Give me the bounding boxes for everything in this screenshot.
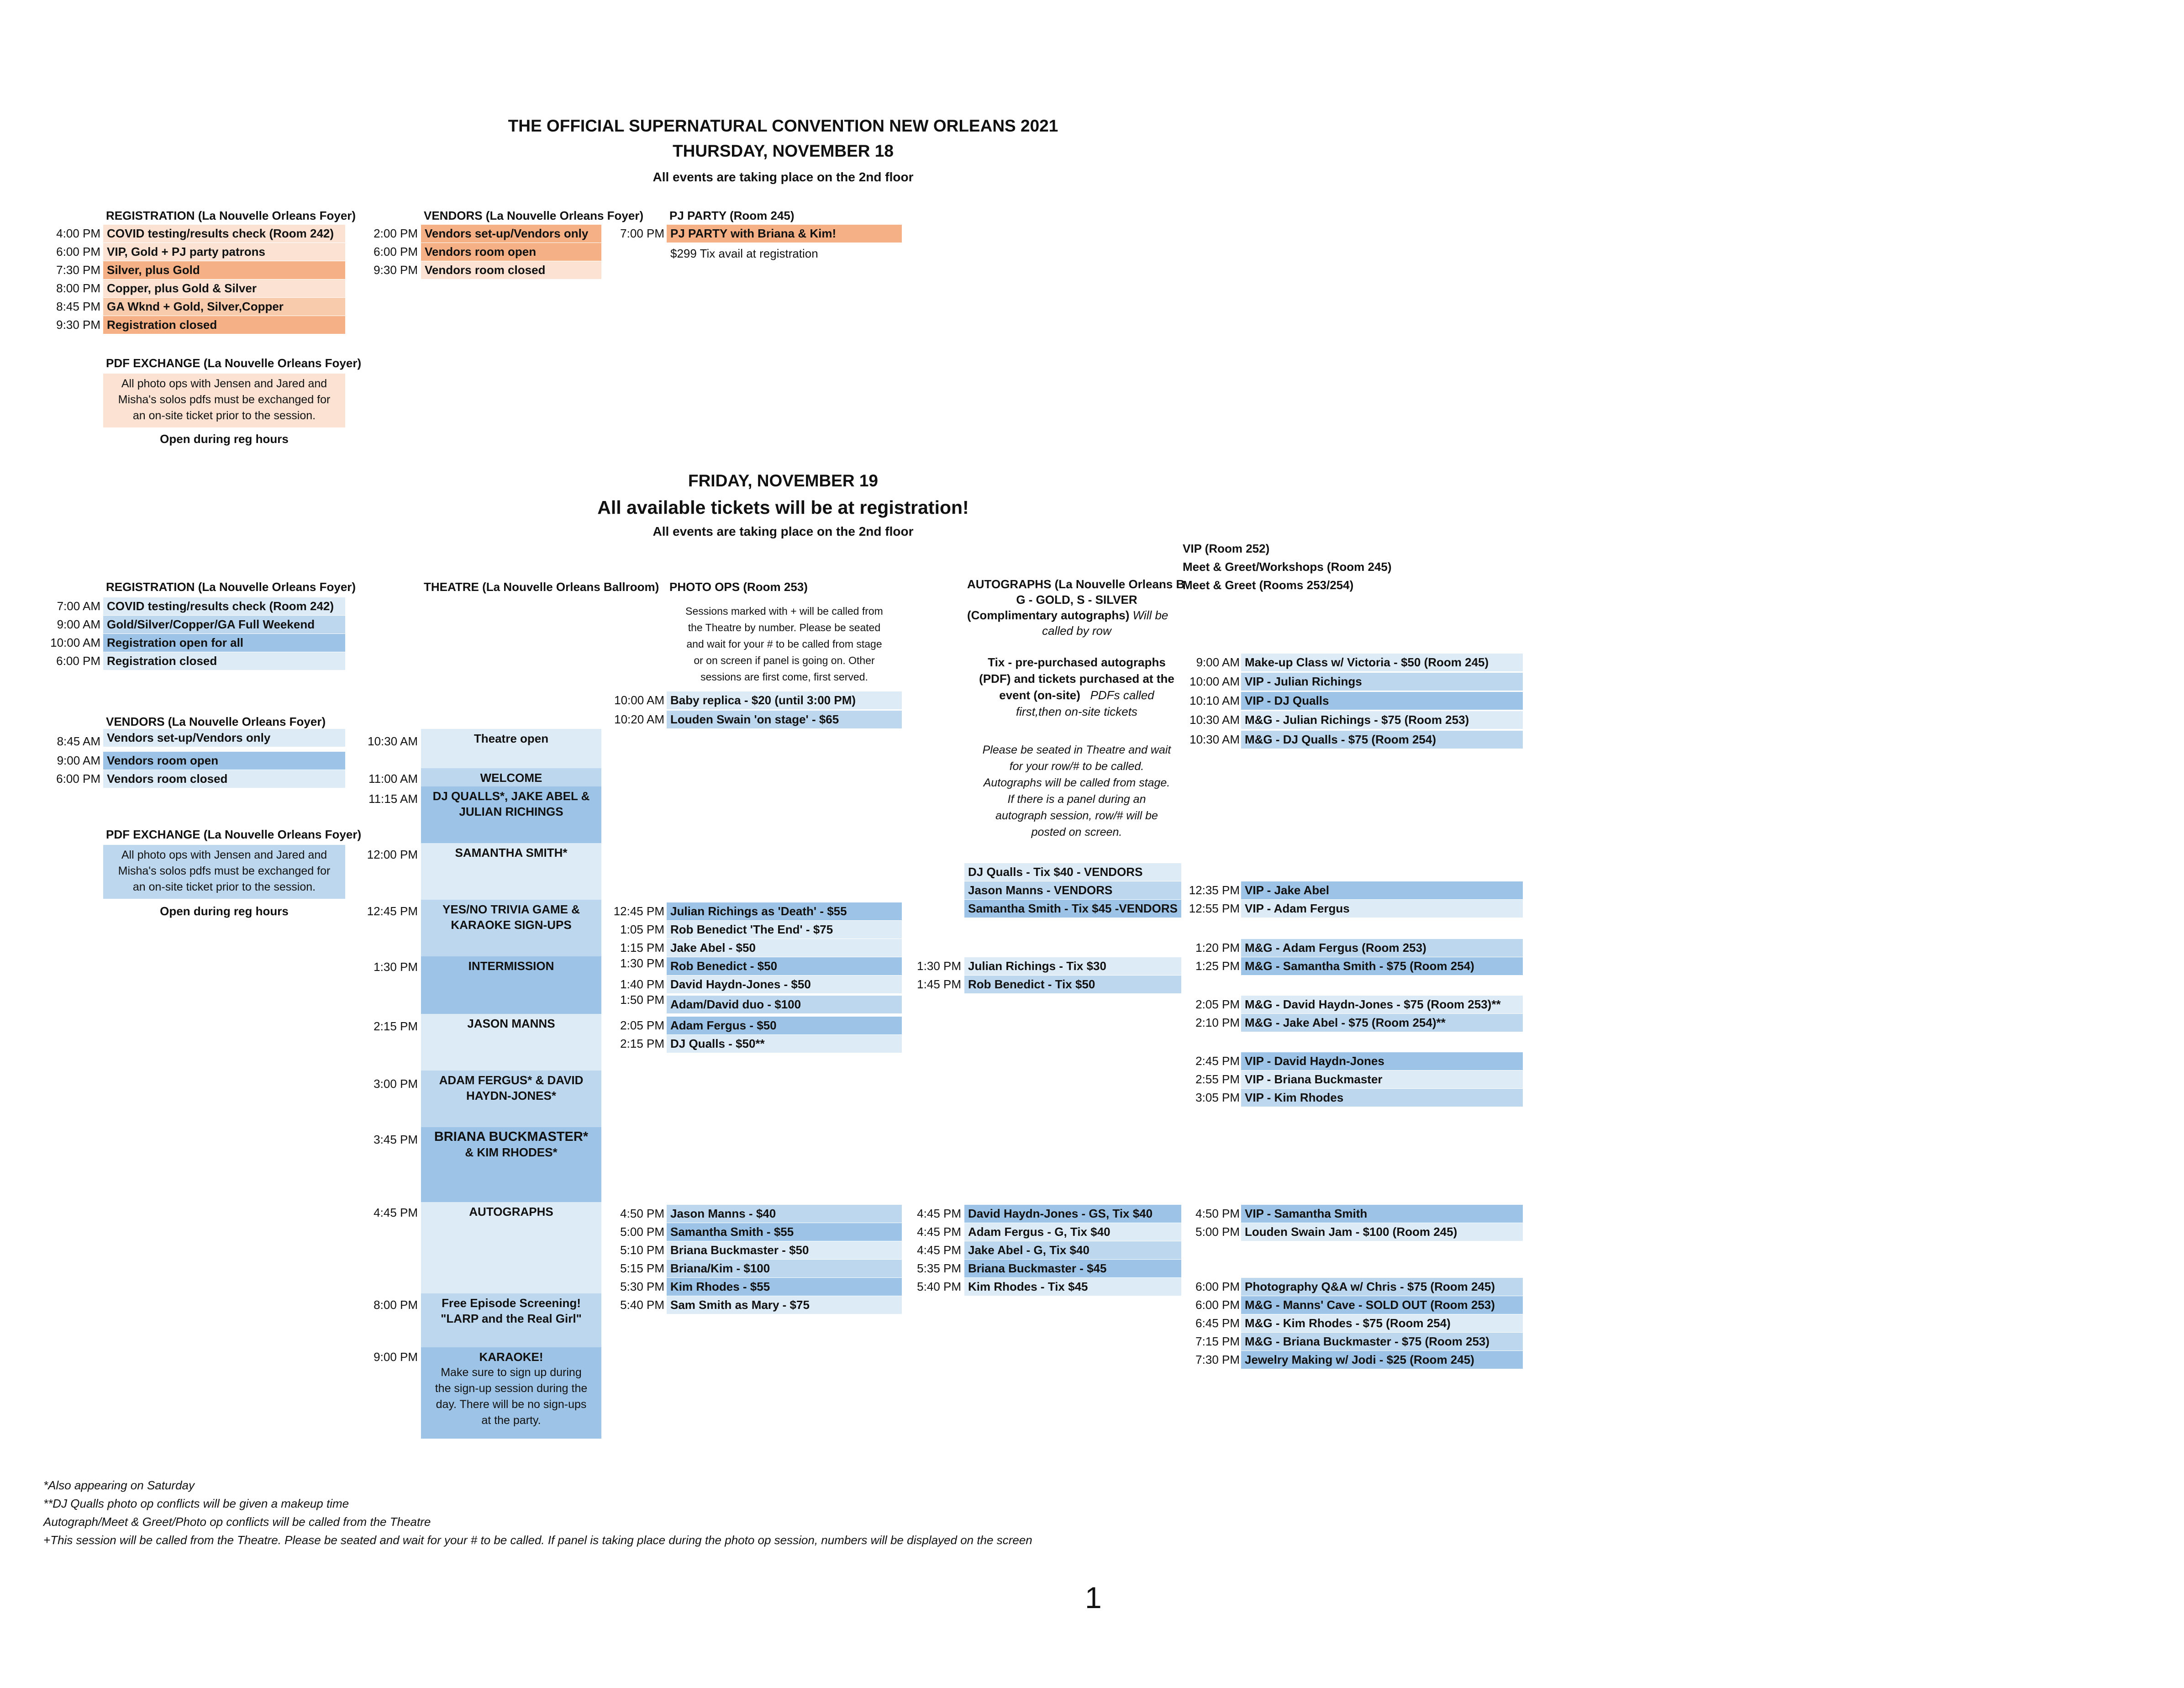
vip-header-line: Meet & Greet/Workshops (Room 245) <box>1183 560 1392 574</box>
vip-header-line: VIP (Room 252) <box>1183 542 1270 555</box>
theatre-line: KARAOKE SIGN-UPS <box>451 918 572 932</box>
autographs-header-line: Will be <box>1132 608 1168 622</box>
thu-reg-item: Copper, plus Gold & Silver <box>103 280 345 297</box>
vip-item: M&G - Jake Abel - $75 (Room 254)** <box>1241 1014 1523 1032</box>
fri-registration-header: REGISTRATION (La Nouvelle Orleans Foyer) <box>106 580 356 594</box>
theatre-time: 11:15 AM <box>368 792 418 806</box>
photo-item: Jake Abel - $50 <box>667 939 902 957</box>
photo-time: 1:40 PM <box>620 977 664 991</box>
note-line: the sign-up session during the <box>435 1382 588 1395</box>
note-line: posted on screen. <box>1031 826 1122 839</box>
thursday-note: All events are taking place on the 2nd floor <box>653 170 914 184</box>
thu-reg-time: 8:45 PM <box>56 300 100 313</box>
theatre-block <box>421 729 601 768</box>
thu-reg-item: VIP, Gold + PJ party patrons <box>103 243 345 261</box>
photo-item: Samantha Smith - $55 <box>667 1223 902 1241</box>
note-line: autograph session, row/# will be <box>995 809 1158 822</box>
note-line: Please be seated in Theatre and wait <box>982 744 1171 756</box>
thu-reg-time: 9:30 PM <box>56 318 100 332</box>
note-line: sessions are first come, first served. <box>700 671 868 683</box>
note-line: PDFs called <box>1090 688 1154 702</box>
thu-reg-item: GA Wknd + Gold, Silver,Copper <box>103 298 345 316</box>
thu-vendors-header: VENDORS (La Nouvelle Orleans Foyer) <box>424 209 644 222</box>
theatre-time: 3:00 PM <box>374 1077 418 1091</box>
autographs-header-line: G - GOLD, S - SILVER <box>1016 593 1137 607</box>
note-line: If there is a panel during an <box>1007 793 1146 806</box>
thu-vendor-time: 9:30 PM <box>374 263 418 277</box>
vip-item: VIP - Briana Buckmaster <box>1241 1071 1523 1088</box>
vip-item: M&G - David Haydn-Jones - $75 (Room 253)** <box>1241 996 1523 1013</box>
thu-registration-header: REGISTRATION (La Nouvelle Orleans Foyer) <box>106 209 356 222</box>
fri-vendor-item: Vendors set-up/Vendors only <box>103 729 345 747</box>
vip-time: 10:10 AM <box>1189 694 1240 707</box>
pj-party-header: PJ PARTY (Room 245) <box>669 209 795 222</box>
autograph-item: Julian Richings - Tix $30 <box>964 957 1181 975</box>
photo-item: Briana Buckmaster - $50 <box>667 1241 902 1259</box>
photo-item: Kim Rhodes - $55 <box>667 1278 902 1296</box>
vip-time: 7:15 PM <box>1195 1335 1240 1348</box>
photo-item: Julian Richings as 'Death' - $55 <box>667 902 902 920</box>
photo-item: Baby replica - $20 (until 3:00 PM) <box>667 691 902 709</box>
photo-time: 1:50 PM <box>620 993 664 1007</box>
pj-party-item: PJ PARTY with Briana & Kim! <box>667 225 902 243</box>
vip-item: VIP - Adam Fergus <box>1241 900 1523 918</box>
friday-heading: FRIDAY, NOVEMBER 19 <box>688 471 878 490</box>
karaoke-note <box>421 1365 601 1429</box>
vip-time: 6:00 PM <box>1195 1298 1240 1312</box>
vip-item: M&G - Julian Richings - $75 (Room 253) <box>1241 711 1523 729</box>
photo-item: Jason Manns - $40 <box>667 1205 902 1223</box>
vip-item: Jewelry Making w/ Jodi - $25 (Room 245) <box>1241 1351 1523 1369</box>
theatre-time: 2:15 PM <box>374 1019 418 1033</box>
fri-vendor-time: 6:00 PM <box>56 772 100 786</box>
theatre-time: 4:45 PM <box>374 1206 418 1219</box>
theatre-line: JASON MANNS <box>467 1017 555 1030</box>
theatre-line: DJ QUALLS*, JAKE ABEL & <box>432 789 590 803</box>
photo-time: 10:20 AM <box>614 712 664 726</box>
note-line: Autographs will be called from stage. <box>983 776 1170 789</box>
theatre-time: 11:00 AM <box>368 772 418 786</box>
theatre-time: 10:30 AM <box>368 734 418 748</box>
note-line: Make sure to sign up during <box>441 1366 582 1379</box>
vip-item: VIP - Julian Richings <box>1241 673 1523 691</box>
vip-item: Make-up Class w/ Victoria - $50 (Room 245) <box>1241 654 1523 671</box>
theatre-block <box>421 768 601 786</box>
autograph-time: 4:45 PM <box>917 1243 961 1257</box>
note-line: All photo ops with Jensen and Jared and <box>121 377 327 390</box>
autograph-item: David Haydn-Jones - GS, Tix $40 <box>964 1205 1181 1223</box>
vip-time: 3:05 PM <box>1195 1091 1240 1104</box>
theatre-block <box>421 786 601 843</box>
vip-header <box>1183 541 1392 593</box>
footnote: +This session will be called from the Theatre. Please be seated and wait for your # to be called. If panel is taking place during the photo op session, numbers will be displayed on the screen <box>43 1533 1032 1547</box>
vip-time: 7:30 PM <box>1195 1353 1240 1366</box>
theatre-time: 12:00 PM <box>367 848 418 861</box>
vip-time: 2:05 PM <box>1195 997 1240 1011</box>
vip-time: 10:00 AM <box>1189 675 1240 688</box>
footnotes <box>43 1476 1032 1549</box>
fri-reg-item: Registration open for all <box>103 634 345 652</box>
vip-item: M&G - Samantha Smith - $75 (Room 254) <box>1241 957 1523 975</box>
autograph-item: DJ Qualls - Tix $40 - VENDORS <box>964 863 1181 881</box>
autograph-item: Jason Manns - VENDORS <box>964 881 1181 899</box>
theatre-line: & KIM RHODES* <box>465 1145 558 1159</box>
photo-time: 12:45 PM <box>613 904 664 918</box>
photo-time: 10:00 AM <box>614 693 664 707</box>
photo-time: 4:50 PM <box>620 1207 664 1220</box>
autograph-item: Rob Benedict - Tix $50 <box>964 976 1181 993</box>
fri-vendor-item: Vendors room closed <box>103 770 345 788</box>
vip-time: 4:50 PM <box>1195 1207 1240 1220</box>
theatre-block <box>421 956 601 1014</box>
photo-ops-header: PHOTO OPS (Room 253) <box>669 580 808 594</box>
vip-time: 12:55 PM <box>1189 902 1240 915</box>
footnote: Autograph/Meet & Greet/Photo op conflicts will be called from the Theatre <box>43 1515 431 1529</box>
note-line: an on-site ticket prior to the session. <box>132 881 316 893</box>
photo-time: 5:40 PM <box>620 1298 664 1312</box>
autograph-time: 4:45 PM <box>917 1225 961 1239</box>
note-line: Sessions marked with + will be called from <box>685 605 883 617</box>
theatre-line: WELCOME <box>480 771 542 785</box>
fri-pdf-open: Open during reg hours <box>160 904 289 918</box>
autograph-time: 5:35 PM <box>917 1261 961 1275</box>
vip-item: VIP - DJ Qualls <box>1241 692 1523 710</box>
photo-ops-note <box>667 603 902 685</box>
photo-item: David Haydn-Jones - $50 <box>667 976 902 993</box>
vip-item: M&G - Briana Buckmaster - $75 (Room 253) <box>1241 1333 1523 1350</box>
vip-time: 10:30 AM <box>1189 713 1240 727</box>
autographs-tix-note <box>967 654 1186 720</box>
photo-item: Adam/David duo - $100 <box>667 996 902 1013</box>
theatre-block <box>421 1347 601 1439</box>
note-line: day. There will be no sign-ups <box>436 1398 587 1411</box>
fri-reg-item: COVID testing/results check (Room 242) <box>103 597 345 615</box>
pj-party-note: $299 Tix avail at registration <box>670 247 818 260</box>
photo-item: Rob Benedict - $50 <box>667 957 902 975</box>
theatre-block <box>421 1293 601 1347</box>
note-line: for your row/# to be called. <box>1009 760 1144 773</box>
photo-time: 5:10 PM <box>620 1243 664 1257</box>
fri-reg-item: Gold/Silver/Copper/GA Full Weekend <box>103 616 345 633</box>
photo-item: Briana/Kim - $100 <box>667 1260 902 1277</box>
theatre-block <box>421 900 601 956</box>
theatre-block <box>421 843 601 900</box>
footnote: **DJ Qualls photo op conflicts will be given a makeup time <box>43 1497 349 1510</box>
autograph-time: 4:45 PM <box>917 1207 961 1220</box>
vip-item: VIP - Kim Rhodes <box>1241 1089 1523 1107</box>
theatre-line: SAMANTHA SMITH* <box>455 846 568 860</box>
fri-vendor-time: 8:45 AM <box>57 734 100 748</box>
fri-reg-time: 9:00 AM <box>57 617 100 631</box>
note-line: event (on-site) <box>999 688 1080 702</box>
vip-time: 6:45 PM <box>1195 1316 1240 1330</box>
autographs-header <box>967 576 1186 636</box>
theatre-line: JULIAN RICHINGS <box>459 805 563 818</box>
fri-reg-time: 6:00 PM <box>56 654 100 668</box>
theatre-line: ADAM FERGUS* & DAVID <box>439 1073 584 1087</box>
autograph-item: Kim Rhodes - Tix $45 <box>964 1278 1181 1296</box>
vip-time: 6:00 PM <box>1195 1280 1240 1293</box>
fri-pdf-exchange-note <box>103 845 345 899</box>
footnote: *Also appearing on Saturday <box>43 1478 195 1492</box>
vip-time: 2:45 PM <box>1195 1054 1240 1068</box>
vip-time: 1:20 PM <box>1195 941 1240 955</box>
photo-time: 1:30 PM <box>620 956 664 970</box>
fri-vendors-header: VENDORS (La Nouvelle Orleans Foyer) <box>106 715 326 728</box>
vip-time: 5:00 PM <box>1195 1225 1240 1239</box>
theatre-line: Theatre open <box>474 732 549 745</box>
note-line: and wait for your # to be called from stage <box>686 638 882 650</box>
thu-reg-time: 6:00 PM <box>56 245 100 258</box>
photo-time: 1:05 PM <box>620 923 664 936</box>
note-line: Tix - pre-purchased autographs <box>988 655 1166 669</box>
friday-tickets-note: All available tickets will be at registration! <box>597 497 969 518</box>
vip-time: 9:00 AM <box>1196 655 1240 669</box>
note-line: or on screen if panel is going on. Other <box>694 654 875 666</box>
fri-vendor-time: 9:00 AM <box>57 754 100 767</box>
autograph-item: Adam Fergus - G, Tix $40 <box>964 1223 1181 1241</box>
photo-time: 2:05 PM <box>620 1018 664 1032</box>
thu-reg-time: 7:30 PM <box>56 263 100 277</box>
note-line: an on-site ticket prior to the session. <box>132 409 316 422</box>
autograph-time: 5:40 PM <box>917 1280 961 1293</box>
vip-time: 1:25 PM <box>1195 959 1240 973</box>
vip-item: Louden Swain Jam - $100 (Room 245) <box>1241 1223 1523 1241</box>
vip-time: 2:55 PM <box>1195 1072 1240 1086</box>
note-line: Misha's solos pdfs must be exchanged for <box>118 393 331 406</box>
fri-reg-item: Registration closed <box>103 652 345 670</box>
photo-time: 2:15 PM <box>620 1037 664 1050</box>
theatre-block <box>421 1014 601 1071</box>
theatre-time: 3:45 PM <box>374 1133 418 1146</box>
note-line: the Theatre by number. Please be seated <box>688 622 881 633</box>
photo-item: Sam Smith as Mary - $75 <box>667 1296 902 1314</box>
thu-reg-item: Silver, plus Gold <box>103 261 345 279</box>
thu-pdf-open: Open during reg hours <box>160 432 289 446</box>
thu-reg-item: Registration closed <box>103 316 345 334</box>
theatre-time: 8:00 PM <box>374 1298 418 1312</box>
fri-reg-time: 10:00 AM <box>50 636 100 649</box>
theatre-line: Free Episode Screening! <box>442 1296 581 1310</box>
photo-time: 5:15 PM <box>620 1261 664 1275</box>
theatre-time: 9:00 PM <box>374 1350 418 1364</box>
note-line: first,then on-site tickets <box>1016 705 1137 718</box>
theatre-line: YES/NO TRIVIA GAME & <box>442 902 580 916</box>
note-line: All photo ops with Jensen and Jared and <box>121 849 327 861</box>
autograph-item: Samantha Smith - Tix $45 -VENDORS <box>964 900 1181 918</box>
photo-item: Louden Swain 'on stage' - $65 <box>667 711 902 728</box>
autograph-time: 1:45 PM <box>917 977 961 991</box>
thu-vendor-time: 6:00 PM <box>374 245 418 258</box>
vip-item: M&G - Manns' Cave - SOLD OUT (Room 253) <box>1241 1296 1523 1314</box>
vip-item: M&G - DJ Qualls - $75 (Room 254) <box>1241 731 1523 749</box>
friday-note: All events are taking place on the 2nd floor <box>653 524 914 538</box>
theatre-time: 12:45 PM <box>367 904 418 918</box>
thu-vendor-item: Vendors room closed <box>421 261 601 279</box>
theatre-block <box>421 1127 601 1202</box>
autograph-item: Briana Buckmaster - $45 <box>964 1260 1181 1277</box>
thursday-heading: THURSDAY, NOVEMBER 18 <box>673 142 894 160</box>
note-line: at the party. <box>481 1414 541 1427</box>
pj-party-time: 7:00 PM <box>620 227 664 240</box>
vip-item: M&G - Adam Fergus (Room 253) <box>1241 939 1523 957</box>
autograph-time: 1:30 PM <box>917 959 961 973</box>
vip-item: VIP - Samantha Smith <box>1241 1205 1523 1223</box>
vip-time: 12:35 PM <box>1189 883 1240 897</box>
page-number: 1 <box>1085 1581 1102 1614</box>
photo-time: 1:15 PM <box>620 941 664 955</box>
autographs-header-line: AUTOGRAPHS (La Nouvelle Orleans B <box>967 577 1185 591</box>
theatre-line: HAYDN-JONES* <box>466 1089 556 1102</box>
photo-item: Adam Fergus - $50 <box>667 1017 902 1034</box>
thu-reg-item: COVID testing/results check (Room 242) <box>103 225 345 243</box>
vip-item: VIP - Jake Abel <box>1241 881 1523 899</box>
vip-time: 10:30 AM <box>1189 733 1240 746</box>
theatre-line: INTERMISSION <box>468 959 554 973</box>
fri-vendor-item: Vendors room open <box>103 752 345 770</box>
autographs-header-line: called by row <box>1042 624 1111 638</box>
thu-reg-time: 8:00 PM <box>56 281 100 295</box>
thu-pdf-exchange-note <box>103 374 345 427</box>
photo-time: 5:30 PM <box>620 1280 664 1293</box>
thu-vendor-item: Vendors set-up/Vendors only <box>421 225 601 243</box>
theatre-block <box>421 1202 601 1293</box>
vip-item: VIP - David Haydn-Jones <box>1241 1052 1523 1070</box>
autographs-header-line: (Complimentary autographs) <box>967 608 1130 622</box>
theatre-line: BRIANA BUCKMASTER* <box>434 1129 589 1144</box>
theatre-header: THEATRE (La Nouvelle Orleans Ballroom) <box>424 580 659 594</box>
fri-reg-time: 7:00 AM <box>57 599 100 613</box>
note-line: (PDF) and tickets purchased at the <box>979 672 1174 686</box>
theatre-block <box>421 1071 601 1127</box>
thu-reg-time: 4:00 PM <box>56 227 100 240</box>
autographs-seat-note <box>967 742 1186 840</box>
theatre-line: "LARP and the Real Girl" <box>441 1312 582 1325</box>
autograph-item: Jake Abel - G, Tix $40 <box>964 1241 1181 1259</box>
note-line: Misha's solos pdfs must be exchanged for <box>118 865 331 877</box>
thu-pdf-exchange-header: PDF EXCHANGE (La Nouvelle Orleans Foyer) <box>106 356 362 370</box>
photo-time: 5:00 PM <box>620 1225 664 1239</box>
theatre-line: AUTOGRAPHS <box>469 1205 553 1219</box>
theatre-line: KARAOKE! <box>479 1350 543 1364</box>
vip-item: M&G - Kim Rhodes - $75 (Room 254) <box>1241 1314 1523 1332</box>
thu-vendor-time: 2:00 PM <box>374 227 418 240</box>
fri-pdf-exchange-header: PDF EXCHANGE (La Nouvelle Orleans Foyer) <box>106 828 362 841</box>
page-title: THE OFFICIAL SUPERNATURAL CONVENTION NEW ORLEANS 2021 <box>508 116 1058 135</box>
vip-time: 2:10 PM <box>1195 1016 1240 1029</box>
theatre-time: 1:30 PM <box>374 960 418 974</box>
thu-vendor-item: Vendors room open <box>421 243 601 261</box>
photo-item: Rob Benedict 'The End' - $75 <box>667 921 902 939</box>
photo-item: DJ Qualls - $50** <box>667 1035 902 1053</box>
vip-item: Photography Q&A w/ Chris - $75 (Room 245) <box>1241 1278 1523 1296</box>
vip-header-line: Meet & Greet (Rooms 253/254) <box>1183 578 1354 592</box>
